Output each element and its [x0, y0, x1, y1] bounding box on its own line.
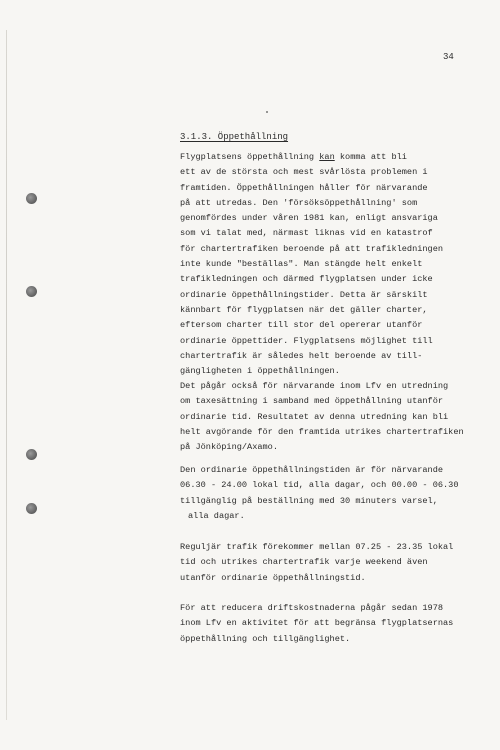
text-line: genomfördes under våren 1981 kan, enligt ansvariga — [180, 213, 438, 224]
punch-hole — [26, 503, 37, 514]
page-number: 34 — [443, 52, 454, 62]
paragraph-1 — [180, 150, 455, 379]
paragraph-3 — [180, 463, 459, 524]
text-line: För att reducera driftskostnaderna pågår sedan 1978 — [180, 603, 444, 613]
text-line: på att utredas. Den 'försöksöppethållning' som — [180, 197, 418, 208]
paragraph-4 — [180, 540, 455, 586]
text-line: Den ordinarie öppethållningstiden är för närvarande — [180, 465, 444, 475]
text-line: helt avgörande för den framtida utrikes chartertrafiken — [180, 426, 464, 437]
underlined-word: kan — [319, 152, 335, 162]
text-line: 06.30 - 24.00 lokal tid, alla dagar, och 00.00 - 06.30 — [180, 480, 459, 491]
section-heading: 3.1.3. Öppethållning — [180, 132, 289, 142]
text-line: Flygplatsens öppethållning kan komma att bli — [180, 152, 407, 162]
text-line: gängligheten i öppethållningen. — [180, 366, 340, 377]
text-line: inom Lfv en aktivitet för att begränsa flygplatsernas — [180, 618, 454, 629]
text-line: tid och utrikes chartertrafik varje weekend även — [180, 557, 428, 568]
text-line: ett av de största och mest svårlösta problemen i — [180, 167, 428, 178]
text-line: öppethållning och tillgänglighet. — [180, 633, 351, 644]
text-line: för chartertrafiken beroende på att trafikledningen — [180, 243, 444, 254]
text-line: ordinarie öppettider. Flygplatsens möjlighet till — [180, 335, 433, 346]
text-line: Det pågår också för närvarande inom Lfv en utredning — [180, 381, 449, 391]
text-line: utanför ordinarie öppethållningstid. — [180, 572, 366, 583]
text-line: kännbart för flygplatsen när det gäller charter, — [180, 304, 428, 315]
punch-hole — [26, 286, 37, 297]
text-line: alla dagar. — [188, 510, 245, 521]
text-line: som vi talat med, närmast liknas vid en katastrof — [180, 228, 433, 239]
text-line: trafikledningen och därmed flygplatsen under icke — [180, 274, 433, 285]
text-line: chartertrafik är således helt beroende av till- — [180, 350, 423, 361]
page-left-edge — [6, 30, 7, 720]
paragraph-5 — [180, 601, 455, 647]
text-line: om taxesättning i samband med öppethållning utanför — [180, 396, 444, 407]
text-line: ordinarie öppethållningstider. Detta är särskilt — [180, 289, 428, 300]
punch-hole — [26, 193, 37, 204]
text-line: tillgänglig på beställning med 30 minuters varsel, — [180, 495, 438, 506]
ink-speck — [266, 111, 268, 113]
text-line: framtiden. Öppethållningen håller för närvarande — [180, 182, 428, 193]
text-line: eftersom charter till stor del opererar utanför — [180, 320, 423, 331]
paragraph-2 — [180, 379, 464, 455]
text-line: inte kunde "beställas". Man stängde helt enkelt — [180, 259, 423, 270]
punch-hole — [26, 449, 37, 460]
text-line: på Jönköping/Axamo. — [180, 442, 278, 453]
text-line: Reguljär trafik förekommer mellan 07.25 - 23.35 lokal — [180, 542, 454, 552]
text-line: ordinarie tid. Resultatet av denna utredning kan bli — [180, 411, 449, 422]
